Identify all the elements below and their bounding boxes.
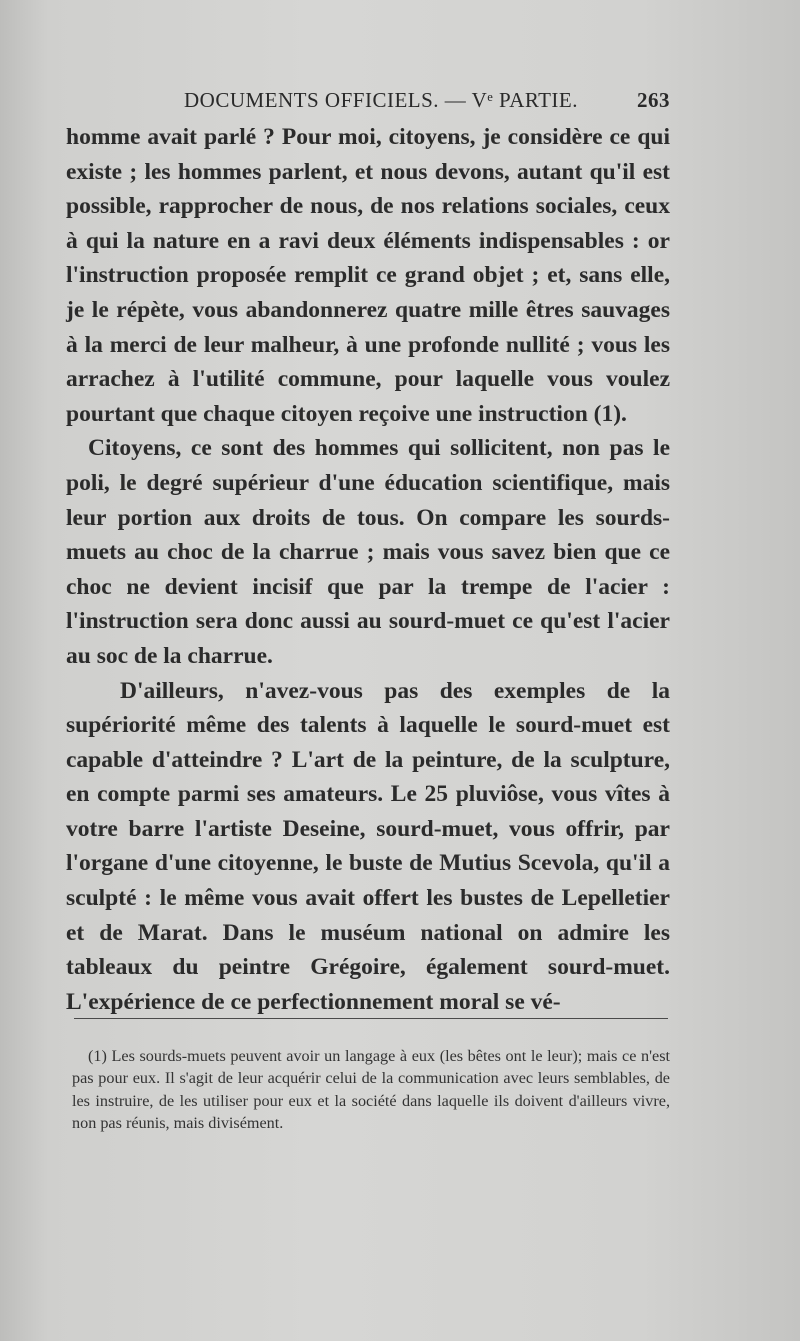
paragraph-citoyens: Citoyens, ce sont des hommes qui sollicitent, non pas le poli, le degré supérieur d'une éducation scientifique, mais leur portion aux droits de tous. On compare les sourds-muets au choc de la charrue ; mais vous savez bien que ce choc ne devient incisif que par la trempe de l'acier : l'instruction sera donc aussi au sourd-muet ce qu'est l'acier au soc de la charrue.: [66, 435, 670, 669]
footnote-rule: [74, 1018, 668, 1019]
footnote: (1) Les sourds-muets peuvent avoir un langage à eux (les bêtes ont le leur); mais ce n'est pas pour eux. Il s'agit de leur acquérir celui de la communication avec leurs semblables, de les instruire, de les utiliser pour eux et la société dans laquelle ils doivent d'ailleurs vivre, non pas réunis, mais divisément.: [72, 1047, 670, 1133]
page-number: 263: [637, 88, 670, 112]
paragraph-continuation: homme avait parlé ? Pour moi, citoyens, je considère ce qui existe ; les hommes parlent, et nous devons, autant qu'il est possible, rapprocher de nous, de nos relations sociales, ceux à qui la nature en a ravi deux éléments indispensables : or l'instruction proposée remplit ce grand objet ; et, sans elle, je le répète, vous abandonnerez quatre mille êtres sauvages à la merci de leur malheur, à une profonde nullité ; vous les arrachez à l'utilité commune, pour laquelle vous voulez pourtant que chaque citoyen reçoive une instruction (1).: [66, 124, 670, 427]
paragraph-dailleurs: D'ailleurs, n'avez-vous pas des exemples de la supériorité même des talents à laquelle le sourd-muet est capable d'atteindre ? L'art de la peinture, de la sculpture, en compte parmi ses amateurs. Le 25 pluviôse, vous vîtes à votre barre l'artiste Deseine, sourd-muet, vous offrir, par l'organe d'une citoyenne, le buste de Mutius Scevola, qu'il a sculpté : le même vous avait offert les bustes de Lepelletier et de Marat. Dans le muséum national on admire les tableaux du peintre Grégoire, également sourd-muet. L'expérience de ce perfectionnement moral se vé-: [66, 677, 670, 1015]
running-header: [66, 88, 670, 118]
running-title: DOCUMENTS OFFICIELS. — Vᵉ PARTIE.: [184, 88, 579, 112]
main-text: [66, 120, 670, 1019]
